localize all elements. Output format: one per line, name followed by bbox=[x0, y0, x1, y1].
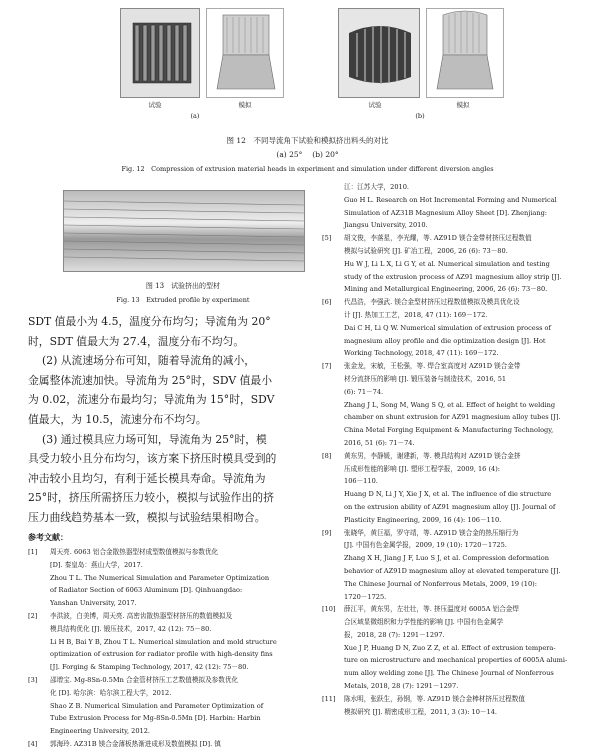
reference-line: 2016, 51 (6): 71－74. bbox=[344, 438, 415, 447]
reference-line: China Metal Forging Equipment & Manufacturing Technology, bbox=[344, 426, 554, 435]
reference-entry bbox=[322, 296, 597, 360]
reference-line: 陈水明，张跃生，孙钢，等. AZ91D 镁合金棒材挤压过程数值 bbox=[344, 694, 525, 703]
reference-entry bbox=[322, 693, 597, 719]
body-line: 值最大，为 10.5，流速分布不均匀。 bbox=[28, 412, 207, 426]
body-line: (3) 通过模具应力场可知，导流角为 25°时，模 bbox=[42, 432, 267, 446]
reference-line: ture on microstructure and mechanical properties of 6005A alumi- bbox=[344, 656, 568, 665]
reference-line: 计 [J]. 热加工工艺，2018, 47 (11): 169－172. bbox=[344, 310, 488, 319]
fig12a-label-sim: 模拟 bbox=[238, 101, 252, 109]
fig12-caption-en: Fig. 12 Compression of extrusion material heads in experiment and simulation under different diversion angles bbox=[121, 165, 494, 173]
reference-number: [4] bbox=[28, 739, 38, 748]
reference-line: 张金龙，宋敏，王松强，等. 焊合室高度对 AZ91D 镁合金带 bbox=[344, 362, 521, 371]
fig13-profile-illustration bbox=[64, 191, 304, 271]
reference-line: Zhou T L. The Numerical Simulation and Parameter Optimization bbox=[50, 573, 270, 582]
reference-entry bbox=[322, 603, 597, 693]
fig12a-sim-illustration bbox=[207, 9, 283, 97]
reference-entry bbox=[28, 610, 313, 674]
reference-line: 1720－1725. bbox=[344, 592, 387, 601]
reference-line: 胡文俊，李落星，李光耀，等. AZ91D 镁合金带材挤压过程数值 bbox=[344, 234, 532, 243]
reference-line: 模拟与试验研究 [J]. 矿冶工程，2006, 26 (6): 73－80. bbox=[344, 246, 508, 255]
reference-number: [9] bbox=[322, 528, 332, 537]
reference-entry bbox=[322, 360, 597, 450]
reference-line: behavior of AZ91D magnesium alloy at elevated temperature [J]. bbox=[344, 566, 561, 575]
reference-line: 周天亮. 6063 铝合金散热器型材成型数值模拟与参数优化 bbox=[50, 548, 219, 556]
body-line: SDT 值最小为 4.5，温度分布均匀；导流角为 20° bbox=[28, 315, 271, 328]
fig12b-label-sim: 模拟 bbox=[456, 101, 470, 109]
reference-line: Jiangsu University, 2010. bbox=[344, 221, 428, 230]
reference-line: The Chinese Journal of Nonferrous Metals, 2009, 19 (10): bbox=[344, 579, 537, 588]
reference-line: 模拟研究 [J]. 精密成形工程，2011, 3 (3): 10－14. bbox=[344, 707, 497, 716]
fig12a-label-test: 试验 bbox=[148, 101, 162, 109]
reference-text bbox=[344, 360, 597, 450]
reference-line: Metals, 2018, 28 (7): 1291－1297. bbox=[344, 682, 459, 691]
reference-line: Hu W J, Li L X, Li G Y, et al. Numerical simulation and testing bbox=[344, 259, 550, 268]
reference-number: [8] bbox=[322, 451, 332, 460]
reference-line: 邵增宝. Mg-8Sn-0.5Mn 合金管材挤压工艺数值模拟及参数优化 bbox=[50, 675, 239, 684]
reference-line: of Radiator Section of 6063 Aluminum [D]. Qinhuangdao: bbox=[50, 586, 243, 595]
reference-line: Zhang X H, Jiang J F, Luo S J, et al. Compression deformation bbox=[344, 554, 549, 563]
reference-entry bbox=[28, 738, 313, 751]
reference-line: Zhang J L, Song M, Wang S Q, et al. Effect of height to welding bbox=[344, 400, 556, 409]
reference-number: [7] bbox=[322, 362, 332, 371]
body-line: 金属整体流速加快。导流角为 25°时，SDV 值最小 bbox=[28, 373, 273, 387]
reference-line: Xue J P, Huang D N, Zuo Z Z, et al. Effect of extrusion tempera- bbox=[344, 643, 556, 652]
fig12b-label-test: 试验 bbox=[368, 101, 382, 109]
reference-line: Dai C H, Li Q W. Numerical simulation of extrusion process of bbox=[344, 323, 551, 332]
fig12b-sim-illustration bbox=[427, 9, 503, 97]
reference-line: Mining and Metallurgical Engineering, 2006, 26 (6): 73－80. bbox=[344, 285, 548, 294]
body-line: 具受力较小且分布均匀，该方案下挤压时模具受到的 bbox=[28, 452, 277, 466]
reference-line: Li H B, Bai Y B, Zhou T L. Numerical simulation and mold structure bbox=[50, 637, 277, 646]
reference-entry bbox=[322, 527, 597, 604]
reference-line: Shao Z B. Numerical Simulation and Parameter Optimization of bbox=[50, 701, 264, 710]
reference-line: 材分流挤压的影响 [J]. 锻压装备与制造技术，2016, 51 bbox=[344, 374, 507, 383]
reference-line: 报，2018, 28 (7): 1291－1297. bbox=[344, 630, 445, 639]
reference-line: Tube Extrusion Process for Mg-8Sn-0.5Mn [D]. Harbin: Harbin bbox=[50, 714, 261, 723]
reference-text bbox=[50, 674, 313, 738]
reference-number: [1] bbox=[28, 548, 38, 556]
reference-line: [J]. Forging & Stamping Technology, 2017, 42 (12): 75－80. bbox=[50, 663, 249, 672]
reference-entry bbox=[28, 674, 313, 738]
reference-entry bbox=[322, 181, 597, 232]
reference-text bbox=[344, 296, 597, 360]
reference-line: 薛江平，黄东男，左壮壮，等. 挤压温度对 6005A 铝合金焊 bbox=[344, 605, 519, 614]
reference-number: [6] bbox=[322, 298, 332, 307]
fig13-caption-en: Fig. 13 Extruded profile by experiment bbox=[116, 296, 250, 304]
reference-line: 张晓华，黄巨福，罗守靖，等. AZ91D 镁合金的热压缩行为 bbox=[344, 528, 519, 537]
reference-line: Plasticity Engineering, 2009, 16 (4): 106－110. bbox=[344, 515, 502, 524]
reference-line: Yanshan University, 2017. bbox=[50, 599, 137, 608]
reference-number bbox=[322, 181, 344, 232]
reference-line: Guo H L. Research on Hot Incremental Forming and Numerical bbox=[344, 195, 557, 204]
reference-line: chamber on shunt extrusion for AZ91 magnesium alloy tubes [J]. bbox=[344, 413, 561, 422]
reference-line: [J]. 中国有色金属学报，2009, 19 (10): 1720－1725. bbox=[344, 541, 507, 550]
body-line: 压力曲线趋势基本一致，模拟与试验结果相吻合。 bbox=[28, 510, 266, 524]
reference-line: study of the extrusion process of AZ91 magnesium alloy strip [J]. bbox=[344, 272, 562, 281]
reference-text bbox=[344, 693, 597, 719]
reference-line: (6): 71－74. bbox=[344, 387, 384, 396]
fig12a-sim-image bbox=[206, 8, 284, 98]
body-line: 为 0.02，流速分布最均匀；导流角为 15°时，SDV bbox=[28, 393, 275, 407]
reference-entry bbox=[28, 546, 313, 610]
references-heading: 参考文献： bbox=[28, 532, 68, 542]
reference-text bbox=[344, 603, 597, 693]
reference-text bbox=[344, 181, 597, 232]
reference-text bbox=[344, 232, 597, 296]
reference-line: optimization of extrusion for radiator profile with high-density fins bbox=[50, 650, 273, 659]
reference-line: 模具结构优化 [J]. 锻压技术，2017, 42 (12): 75－80. bbox=[50, 624, 212, 633]
fig12a-test-illustration bbox=[121, 9, 199, 97]
fig12b-letter: (b) bbox=[415, 112, 425, 120]
reference-text bbox=[344, 527, 597, 604]
body-text bbox=[28, 312, 308, 528]
references-left-column bbox=[28, 546, 313, 751]
reference-line: Engineering University, 2012. bbox=[50, 727, 151, 736]
fig12b-test-photo bbox=[338, 8, 420, 98]
reference-line: magnesium alloy profile and die optimization design [J]. Hot bbox=[344, 336, 546, 345]
references-right-column bbox=[322, 181, 597, 718]
reference-number: [3] bbox=[28, 675, 38, 684]
body-line: 冲击较小且均匀，有利于延长模具寿命。导流角为 bbox=[28, 471, 266, 485]
reference-line: Huang D N, Li J Y, Xie J X, et al. The influence of die structure bbox=[344, 490, 552, 499]
fig12a-test-photo bbox=[120, 8, 200, 98]
reference-number: [10] bbox=[322, 605, 336, 614]
body-line: 时，SDT 值最大为 27.4，温度分布不均匀。 bbox=[28, 334, 245, 348]
reference-line: 黄东男，李静媛，谢建新，等. 模具结构对 AZ91D 镁合金挤 bbox=[344, 451, 521, 460]
reference-line: on the extrusion ability of AZ91 magnesium alloy [J]. Journal of bbox=[344, 502, 556, 511]
body-line: (2) 从流速场分布可知，随着导流角的减小， bbox=[42, 354, 256, 368]
body-line: 25°时，挤压所需挤压力较小，模拟与试验作出的挤 bbox=[28, 491, 274, 505]
reference-line: 李洪波，白美博，周天亮. 高密齿散热器型材挤压的数值模拟及 bbox=[50, 611, 233, 620]
reference-entry bbox=[322, 232, 597, 296]
reference-line: 化 [D]. 哈尔滨：哈尔滨工程大学，2012. bbox=[50, 688, 172, 697]
reference-number: [5] bbox=[322, 234, 332, 243]
fig13-caption-cn: 图 13 试验挤出的型材 bbox=[145, 282, 221, 290]
reference-line: [D]. 秦皇岛：燕山大学，2017. bbox=[50, 560, 143, 569]
reference-number: [2] bbox=[28, 611, 38, 620]
reference-line: 压成形性能的影响 [J]. 塑形工程学报，2009, 16 (4): bbox=[344, 464, 501, 473]
fig12-caption-cn: 图 12 不同导流角下试验和模拟挤出料头的对比 bbox=[226, 136, 389, 145]
fig12-caption-sub: (a) 25° (b) 20° bbox=[276, 150, 339, 159]
fig12b-test-illustration bbox=[339, 9, 419, 97]
reference-line: 江：江苏大学，2010. bbox=[344, 183, 410, 191]
fig13-profile-photo bbox=[63, 190, 305, 272]
reference-line: num alloy welding zone [J]. The Chinese Journal of Nonferrous bbox=[344, 669, 554, 678]
reference-line: 106－110. bbox=[344, 477, 378, 486]
fig12a-letter: (a) bbox=[190, 112, 200, 120]
fig12b-sim-image bbox=[426, 8, 504, 98]
reference-number: [11] bbox=[322, 694, 336, 703]
reference-line: Working Technology, 2018, 47 (11): 169－172. bbox=[344, 349, 499, 358]
reference-entry bbox=[322, 450, 597, 527]
reference-text bbox=[50, 546, 313, 610]
reference-line: 合区域显微组织和力学性能的影响 [J]. 中国有色金属学 bbox=[344, 618, 504, 627]
reference-line: Simulation of AZ31B Magnesium Alloy Sheet [D]. Zhenjiang: bbox=[344, 208, 548, 217]
reference-line: 郭海玲. AZ31B 镁合金薄板热渐进成形及数值模拟 [D]. 镇 bbox=[50, 739, 221, 748]
reference-text bbox=[50, 738, 313, 751]
reference-text bbox=[50, 610, 313, 674]
reference-text bbox=[344, 450, 597, 527]
reference-line: 代昌浩，李强武. 镁合金型材挤压过程数值模拟及模具优化设 bbox=[344, 298, 520, 307]
